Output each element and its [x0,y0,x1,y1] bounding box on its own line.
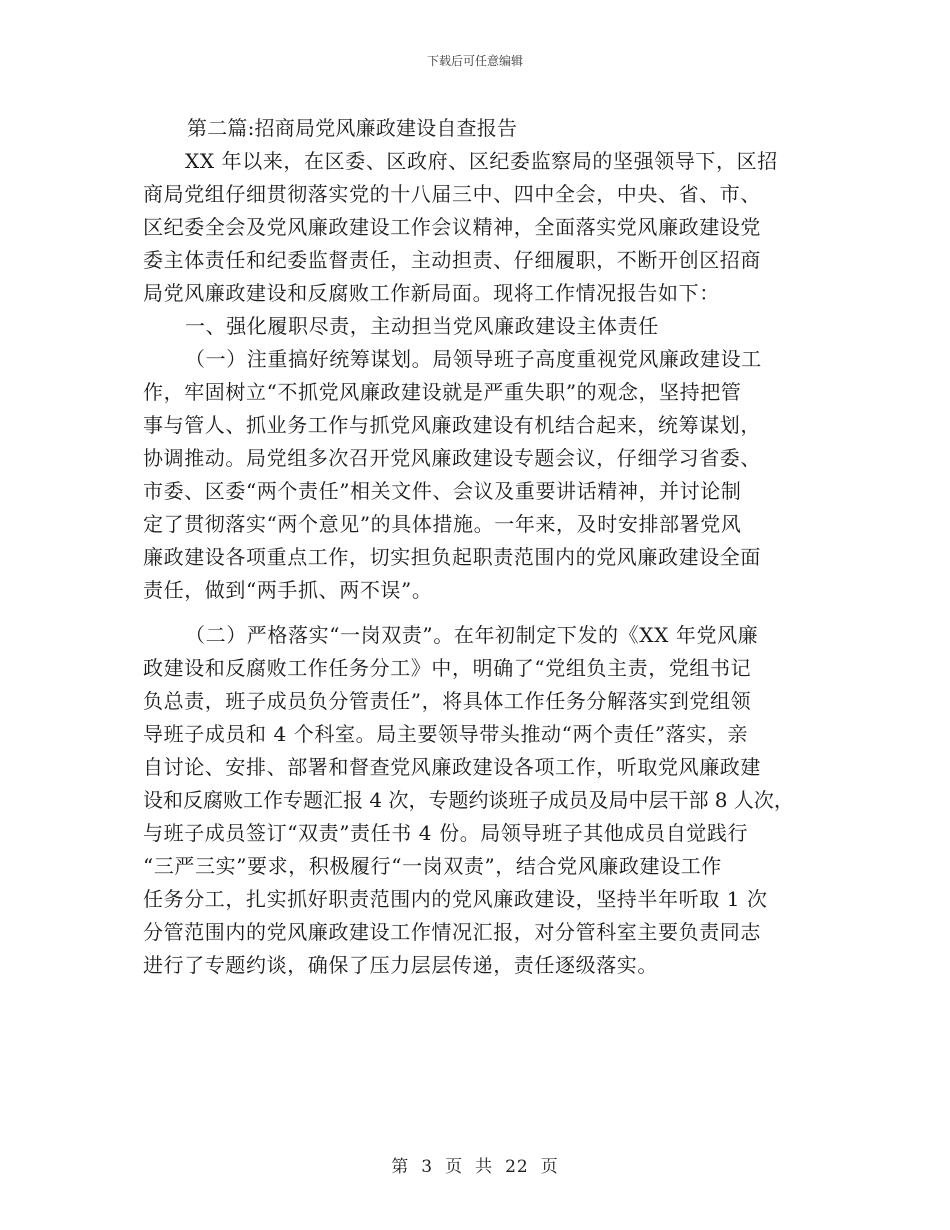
current-page-number: 3 [421,1157,434,1177]
total-page-number: 22 [505,1157,529,1177]
paragraph-line: XX 年以来，在区委、区政府、区纪委监察局的坚强领导下，区招 [185,149,778,173]
page-suffix: 页 [540,1157,559,1177]
page-number-footer [0,1152,950,1177]
paragraph-line: 协调推动。局党组多次召开党风廉政建设专题会议，仔细学习省委、 [143,446,761,470]
paragraph-line: 导班子成员和 4 个科室。局主要领导带头推动“两个责任”落实，亲 [143,722,749,746]
document-title: 第二篇:招商局党风廉政建设自查报告 [187,116,518,140]
paragraph-line: （一）注重搞好统筹谋划。局领导班子高度重视党风廉政建设工 [185,347,762,371]
paragraph-line: 事与管人、抓业务工作与抓党风廉政建设有机结合起来，统筹谋划， [143,413,761,437]
paragraph-line: 商局党组仔细贯彻落实党的十八届三中、四中全会，中央、省、市、 [143,182,761,206]
paragraph-line: 廉政建设各项重点工作，切实担负起职责范围内的党风廉政建设全面 [143,545,761,569]
page-header-note: 下载后可任意编辑 [426,54,523,68]
paragraph-line: 市委、区委“两个责任”相关文件、会议及重要讲话精神，并讨论制 [143,479,742,503]
paragraph-line: “三严三实”要求，积极履行“一岗双责”，结合党风廉政建设工作 [143,854,722,878]
paragraph-line: 委主体责任和纪委监督责任，主动担责、仔细履职，不断开创区招商 [143,248,761,272]
paragraph-line: 与班子成员签订“双责”责任书 4 份。局领导班子其他成员自觉践行 [143,821,749,845]
paragraph-line: 作，牢固树立“不抓党风廉政建设就是严重失职”的观念，坚持把管 [143,380,742,404]
paragraph-line: 政建设和反腐败工作任务分工》中，明确了“党组负主责，党组书记 [143,656,752,680]
paragraph-line: 局党风廉政建设和反腐败工作新局面。现将工作情况报告如下： [143,281,720,305]
paragraph-line: 区纪委全会及党风廉政建设工作会议精神，全面落实党风廉政建设党 [143,215,761,239]
document-body [143,112,833,982]
paragraph-line: 自讨论、安排、部署和督查党风廉政建设各项工作，听取党风廉政建 [143,755,761,779]
page-prefix: 第 [391,1157,410,1177]
paragraph-line: 定了贯彻落实“两个意见”的具体措施。一年来，及时安排部署党风 [143,512,742,536]
paragraph-line: 分管范围内的党风廉政建设工作情况汇报，对分管科室主要负责同志 [143,920,761,944]
paragraph-line: 进行了专题约谈，确保了压力层层传递，责任逐级落实。 [143,953,658,977]
paragraph-line: 负总责，班子成员负分管责任”，将具体工作任务分解落实到党组领 [143,689,752,713]
page-label: 页 [445,1157,464,1177]
paragraph-line: 设和反腐败工作专题汇报 4 次，专题约谈班子成员及局中层干部 8 人次， [143,788,794,812]
section-heading: 一、强化履职尽责，主动担当党风廉政建设主体责任 [185,314,659,338]
paragraph-line: 责任，做到“两手抓、两不误”。 [143,578,433,602]
paragraph-line: （二）严格落实“一岗双责”。在年初制定下发的《XX 年党风廉 [185,623,759,647]
total-label: 共 [475,1157,494,1177]
paragraph-line: 任务分工，扎实抓好职责范围内的党风廉政建设，坚持半年听取 1 次 [143,887,768,911]
